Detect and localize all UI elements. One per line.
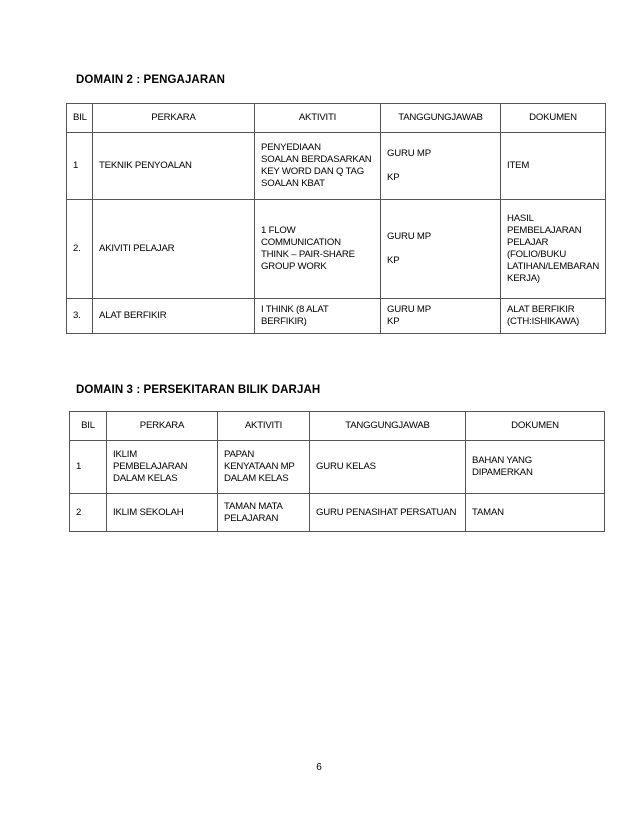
dokumen-line: PELAJAR xyxy=(507,237,549,248)
dokumen-line: PEMBELAJARAN xyxy=(507,225,582,236)
dokumen-cell xyxy=(501,200,606,299)
dokumen-cell xyxy=(466,494,605,532)
bil-cell: 3. xyxy=(67,299,93,334)
perkara-cell: ALAT BERFIKIR xyxy=(93,299,255,334)
aktiviti-line: I THINK (8 ALAT xyxy=(261,304,329,315)
aktiviti-line: SOALAN KBAT xyxy=(261,178,325,189)
bil-cell: 2. xyxy=(67,200,93,299)
table-row xyxy=(70,494,605,532)
tanggungjawab-cell: GURU KELAS xyxy=(310,441,466,494)
domain3-title: DOMAIN 3 : PERSEKITARAN BILIK DARJAH xyxy=(76,384,321,396)
aktiviti-line: PENYEDIAAN xyxy=(261,142,321,153)
perkara-cell: AKIVITI PELAJAR xyxy=(93,200,255,299)
tanggungjawab-line: KP xyxy=(387,172,400,183)
bil-cell: 1 xyxy=(67,133,93,200)
header-perkara: PERKARA xyxy=(107,412,218,441)
aktiviti-cell xyxy=(218,441,310,494)
dokumen-cell xyxy=(501,133,606,200)
aktiviti-line: SOALAN BERDASARKAN xyxy=(261,154,372,165)
aktiviti-line: BERFIKIR) xyxy=(261,316,307,327)
aktiviti-line: TAMAN MATA xyxy=(224,500,283,512)
aktiviti-line: PAPAN xyxy=(224,449,255,460)
bil-cell: 1 xyxy=(70,441,107,494)
tanggungjawab-cell: GURU PENASIHAT PERSATUAN xyxy=(310,494,466,532)
perkara-cell xyxy=(107,494,218,532)
dokumen-line: ITEM xyxy=(507,160,530,171)
dokumen-line: (CTH:ISHIKAWA) xyxy=(507,316,580,327)
aktiviti-line: 1 FLOW xyxy=(261,225,296,236)
tanggungjawab-line: GURU MP xyxy=(387,231,431,242)
table-row xyxy=(67,299,606,334)
header-perkara: PERKARA xyxy=(93,104,255,133)
dokumen-line: BAHAN YANG xyxy=(472,455,533,466)
tanggungjawab-line: GURU MP xyxy=(387,304,431,315)
perkara-line: DALAM KELAS xyxy=(113,473,178,484)
tanggungjawab-line: KP xyxy=(387,316,400,327)
header-bil: BIL xyxy=(70,412,107,441)
table-row xyxy=(67,133,606,200)
perkara-line: IKLIM SEKOLAH xyxy=(113,506,184,518)
dokumen-line: ALAT BERFIKIR xyxy=(507,304,575,315)
aktiviti-line: KEY WORD DAN Q TAG xyxy=(261,166,365,177)
aktiviti-cell xyxy=(218,494,310,532)
table-header-row xyxy=(67,104,606,133)
page-number: 6 xyxy=(316,762,322,773)
aktiviti-line: THINK – PAIR-SHARE xyxy=(261,249,355,260)
perkara-cell xyxy=(107,441,218,494)
tanggungjawab-cell xyxy=(381,299,501,334)
aktiviti-cell xyxy=(255,299,381,334)
perkara-line: IKLIM PEMBELAJARAN xyxy=(113,449,188,472)
bil-cell: 2 xyxy=(70,494,107,532)
tanggungjawab-cell xyxy=(381,133,501,200)
table-header-row xyxy=(70,412,605,441)
aktiviti-line: GROUP WORK xyxy=(261,261,327,272)
domain3-table xyxy=(69,411,605,532)
header-bil: BIL xyxy=(67,104,93,133)
header-tanggungjawab: TANGGUNGJAWAB xyxy=(310,412,466,441)
header-dokumen: DOKUMEN xyxy=(466,412,605,441)
header-aktiviti: AKTIVITI xyxy=(218,412,310,441)
dokumen-line: DIPAMERKAN xyxy=(472,467,533,478)
header-aktiviti: AKTIVITI xyxy=(255,104,381,133)
dokumen-line: LATIHAN/LEMBARAN xyxy=(507,261,600,272)
tanggungjawab-line: GURU MP xyxy=(387,148,431,159)
header-dokumen: DOKUMEN xyxy=(501,104,606,133)
dokumen-cell xyxy=(466,441,605,494)
tanggungjawab-line: KP xyxy=(387,255,400,266)
table-row xyxy=(70,441,605,494)
aktiviti-line: KENYATAAN MP xyxy=(224,461,295,472)
aktiviti-cell xyxy=(255,133,381,200)
domain2-table xyxy=(66,103,606,334)
dokumen-line: (FOLIO/BUKU xyxy=(507,249,567,260)
dokumen-line: TAMAN xyxy=(472,506,504,518)
tanggungjawab-cell xyxy=(381,200,501,299)
domain2-title: DOMAIN 2 : PENGAJARAN xyxy=(76,74,226,86)
dokumen-line: HASIL xyxy=(507,213,534,224)
aktiviti-cell xyxy=(255,200,381,299)
aktiviti-line: COMMUNICATION xyxy=(261,237,341,248)
table-row xyxy=(67,200,606,299)
aktiviti-line: DALAM KELAS xyxy=(224,473,289,484)
perkara-cell: TEKNIK PENYOALAN xyxy=(93,133,255,200)
header-tanggungjawab: TANGGUNGJAWAB xyxy=(381,104,501,133)
dokumen-line: KERJA) xyxy=(507,273,540,284)
dokumen-cell xyxy=(501,299,606,334)
aktiviti-line: PELAJARAN xyxy=(224,512,279,524)
